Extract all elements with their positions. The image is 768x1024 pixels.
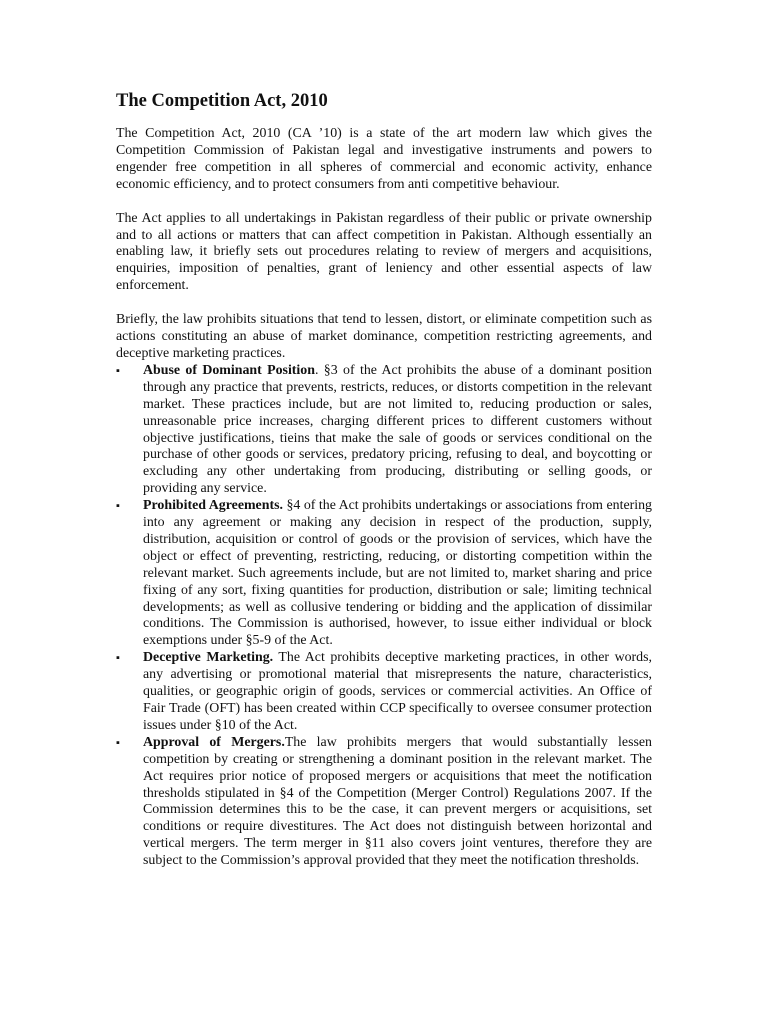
bullet-heading: Abuse of Dominant Position: [143, 362, 315, 378]
bullet-heading: Approval of Mergers.: [143, 734, 285, 750]
prohibitions-list: [116, 363, 652, 870]
bullet-text: The Act prohibits deceptive marketing practices, in other words, any advertising or promotional material that misrepresents the nature, characteristics, qualities, or geographic origin of goods, services or commercial activities. An Office of Fair Trade (OFT) has been created within CCP specifically to oversee consumer protection issues under §10 of the Act.: [143, 650, 652, 733]
intro-paragraph: The Competition Act, 2010 (CA ’10) is a state of the art modern law which gives the Competition Commission of Pakistan legal and investigative instruments and powers to engender free competition in all spheres of commercial and economic activity, enhance economic efficiency, and to protect consumers from anti competitive behaviour.: [116, 126, 652, 192]
list-item-approval-of-mergers: [116, 735, 652, 870]
bullet-text: §4 of the Act prohibits undertakings or associations from entering into any agreement or making any decision in respect of the production, supply, distribution, acquisition or control of goods or the provision of services, which have the object or effect of preventing, restricting, reducing, or distorting competition within the relevant market. Such agreements include, but are not limited to, market sharing and price fixing of any sort, fixing quantities for production, distribution or sale; limiting technical developments; as well as collusive tendering or bidding and the application of dissimilar conditions. The Commission is authorised, however, to issue either individual or block exemptions under §5-9 of the Act.: [143, 498, 652, 649]
document-page: [116, 88, 652, 870]
bullet-text: . §3 of the Act prohibits the abuse of a dominant position through any practice that prevents, restricts, reduces, or distorts competition in the relevant market. These practices include, but are not limited to, reducing production or sales, unreasonable price increases, charging different prices to different customers without objective justifications, tieins that make the sale of goods or services conditional on the purchase of other goods or services, predatory pricing, refusing to deal, and boycotting or excluding any other undertaking from producing, distributing or selling goods, or providing any service.: [143, 362, 652, 497]
document-title: The Competition Act, 2010: [116, 91, 328, 111]
bullet-heading: Deceptive Marketing.: [143, 650, 274, 666]
list-item-abuse-of-dominant-position: [116, 363, 652, 498]
bullet-text: The law prohibits mergers that would substantially lessen competition by creating or strengthening a dominant position in the relevant market. The Act requires prior notice of proposed mergers or acquisitions that meet the notification thresholds stipulated in §4 of the Competition (Merger Control) Regulations 2007. If the Commission determines this to be the case, it can prevent mergers or acquisitions, set conditions or require divestitures. The Act does not distinguish between horizontal and vertical mergers. The term merger in §11 also covers joint ventures, therefore they are subject to the Commission’s approval provided that they meet the notification thresholds.: [143, 734, 652, 869]
bullet-heading: Prohibited Agreements.: [143, 498, 283, 514]
scope-paragraph: The Act applies to all undertakings in Pakistan regardless of their public or private ownership and to all actions or matters that can affect competition in Pakistan. Although essentially an enabling law, it briefly sets out procedures relating to review of mergers and acquisitions, enquiries, imposition of penalties, grant of leniency and other essential aspects of law enforcement.: [116, 210, 652, 294]
bullet-square-icon: ▪: [116, 736, 120, 749]
bullet-square-icon: ▪: [116, 500, 120, 513]
list-item-prohibited-agreements: [116, 498, 652, 650]
bullet-square-icon: ▪: [116, 364, 120, 377]
list-item-deceptive-marketing: [116, 650, 652, 735]
prohibitions-paragraph: Briefly, the law prohibits situations that tend to lessen, distort, or eliminate competition such as actions constituting an abuse of market dominance, competition restricting agreements, and deceptive marketing practices.: [116, 312, 652, 361]
bullet-square-icon: ▪: [116, 652, 120, 665]
